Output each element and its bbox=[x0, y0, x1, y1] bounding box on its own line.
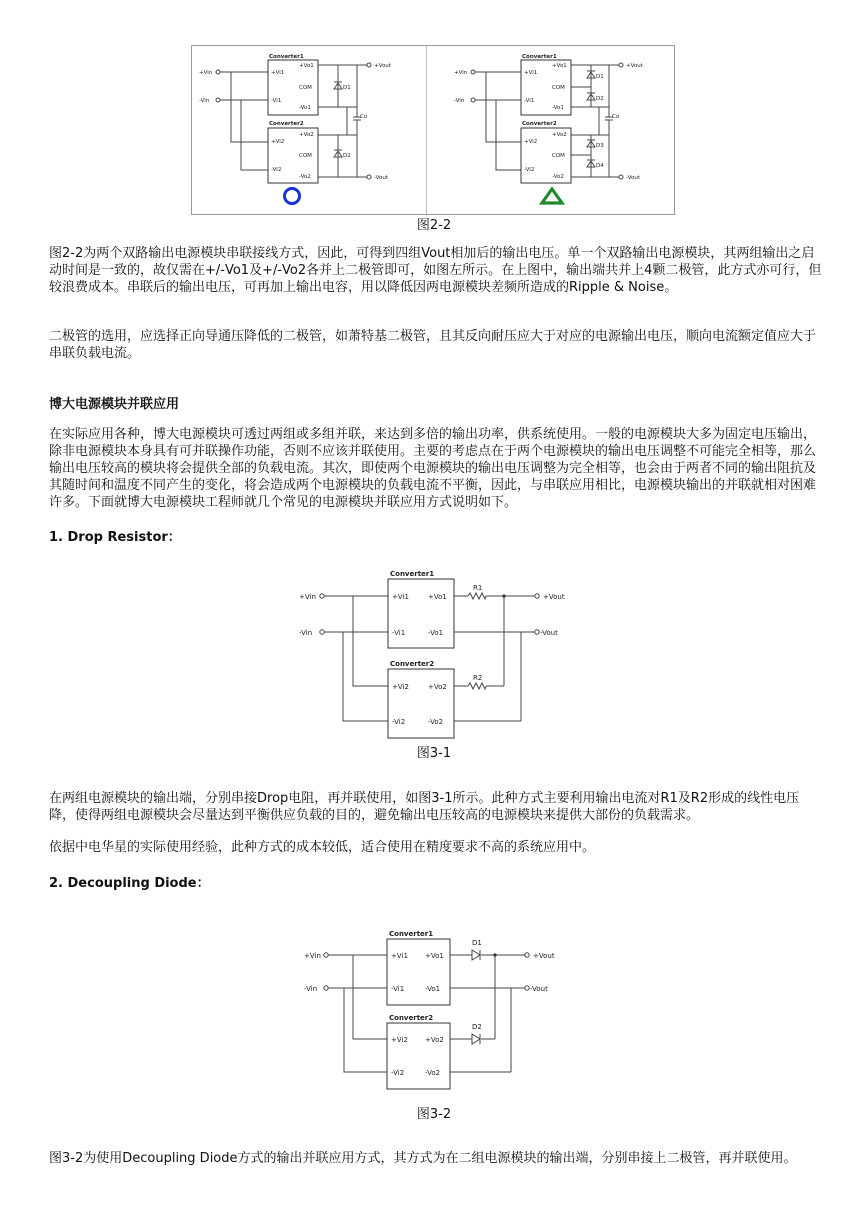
svg-text:D1: D1 bbox=[596, 74, 604, 80]
svg-text:COM: COM bbox=[299, 153, 312, 159]
label-converter2: Converter2 bbox=[269, 121, 304, 127]
svg-text:COM: COM bbox=[552, 85, 565, 91]
svg-text:+Vi2: +Vi2 bbox=[391, 1036, 408, 1044]
svg-text:+Vin: +Vin bbox=[299, 593, 316, 601]
paragraph-decoupling-diode: 图3-2为使用Decoupling Diode方式的输出并联应用方式，其方式为在二组电源模块的输出端，分别串接上二极管，再并联使用。 bbox=[49, 1151, 797, 1166]
svg-text:-Vo2: -Vo2 bbox=[552, 174, 564, 180]
svg-text:+Vin: +Vin bbox=[304, 952, 321, 960]
svg-text:D2: D2 bbox=[596, 96, 604, 102]
svg-text:-Vi1: -Vi1 bbox=[524, 98, 535, 104]
svg-text:D3: D3 bbox=[596, 143, 604, 149]
svg-text:-Vout: -Vout bbox=[374, 175, 389, 181]
section-heading-decoupling-diode: 2. Decoupling Diode： bbox=[49, 876, 210, 891]
figure-3-1 bbox=[295, 567, 580, 739]
svg-text:-Vi1: -Vi1 bbox=[392, 629, 406, 637]
svg-text:Converter1: Converter1 bbox=[522, 54, 557, 60]
figure-3-2 bbox=[301, 928, 556, 1090]
svg-text:Converter2: Converter2 bbox=[389, 1014, 434, 1022]
figure-3-1-caption: 图3-1 bbox=[416, 746, 452, 761]
svg-text:+Vi1: +Vi1 bbox=[392, 593, 409, 601]
svg-text:D4: D4 bbox=[596, 163, 604, 169]
paragraph-series-connection: 图2-2为两个双路输出电源模块串联接线方式，因此，可得到四组Vout相加后的输出电压。单一个双路输出电源模块，其两组输出之启动时间是一致的，故仅需在+/-Vo1及+/-Vo2各并上二极管即可，如图左所示。在上图中，输出端共并上4颗二极管，此方式亦可行，但较浪费成本。串联后的输出电压，可再加上输出电容，用以降低因两电源模块差频所造成的Ripple & Noise。 bbox=[49, 246, 822, 295]
svg-text:-Vi2: -Vi2 bbox=[271, 167, 282, 173]
svg-text:-Vin: -Vin bbox=[454, 98, 465, 104]
svg-text:-Vi1: -Vi1 bbox=[391, 985, 405, 993]
svg-text:-Vo2: -Vo2 bbox=[299, 174, 311, 180]
svg-text:+Vout: +Vout bbox=[626, 63, 643, 69]
svg-text:+Vo2: +Vo2 bbox=[428, 683, 447, 691]
svg-text:+Vout: +Vout bbox=[374, 63, 391, 69]
paragraph-drop-resistor-cost: 依据中电华星的实际使用经验，此种方式的成本较低，适合使用在精度要求不高的系统应用中。 bbox=[49, 840, 596, 855]
svg-text:+Vo2: +Vo2 bbox=[552, 132, 567, 138]
svg-text:+Vi2: +Vi2 bbox=[271, 139, 285, 145]
svg-text:-Vo1: -Vo1 bbox=[425, 985, 441, 993]
svg-text:+Vo2: +Vo2 bbox=[299, 132, 314, 138]
svg-text:-Vi2: -Vi2 bbox=[524, 167, 535, 173]
section-heading-drop-resistor: 1. Drop Resistor： bbox=[49, 530, 181, 545]
svg-text:-Vin: -Vin bbox=[299, 629, 313, 637]
svg-text:COM: COM bbox=[299, 85, 312, 91]
svg-text:COM: COM bbox=[552, 153, 565, 159]
svg-text:Converter1: Converter1 bbox=[390, 570, 435, 578]
svg-text:+Vo1: +Vo1 bbox=[428, 593, 447, 601]
svg-text:+Vi2: +Vi2 bbox=[392, 683, 409, 691]
svg-text:R1: R1 bbox=[473, 584, 483, 592]
figure-2-2 bbox=[191, 45, 675, 215]
svg-text:+Vo1: +Vo1 bbox=[425, 952, 444, 960]
svg-text:+Vi2: +Vi2 bbox=[524, 139, 538, 145]
paragraph-diode-selection: 二极管的选用，应选择正向导通压降低的二极管，如萧特基二极管，且其反向耐压应大于对应的电源输出电压，顺向电流额定值应大于串联负载电流。 bbox=[49, 329, 817, 361]
svg-text:+Vi1: +Vi1 bbox=[391, 952, 408, 960]
svg-text:-Vo2: -Vo2 bbox=[425, 1069, 441, 1077]
svg-text:-Vo2: -Vo2 bbox=[428, 718, 444, 726]
svg-text:-Vi2: -Vi2 bbox=[391, 1069, 405, 1077]
svg-text:+Vin: +Vin bbox=[199, 70, 213, 76]
svg-text:-Vin: -Vin bbox=[304, 985, 318, 993]
svg-text:D2: D2 bbox=[472, 1023, 482, 1031]
figure-3-2-caption: 图3-2 bbox=[416, 1107, 452, 1122]
paragraph-parallel-intro: 在实际应用各种，博大电源模块可透过两组或多组并联，来达到多倍的输出功率，供系统使用。一般的电源模块大多为固定电压输出，除非电源模块本身具有可并联操作功能，否则不应该并联使用。主要的考虑点在于两个电源模块的输出电压调整不可能完全相等，那么输出电压较高的模块将会提供全部的负载电流。其次，即使两个电源模块的输出电压调整为完全相等，也会由于两者不同的输出阻抗及其随时间和温度不同产生的变化，将会造成两个电源模块的负载电流不平衡，因此，与串联应用相比，电源模块输出的并联就相对困难许多。下面就博大电源模块工程师就几个常见的电源模块并联应用方式说明如下。 bbox=[49, 427, 817, 510]
svg-text:+Vi1: +Vi1 bbox=[271, 70, 285, 76]
svg-text:+Vi1: +Vi1 bbox=[524, 70, 538, 76]
svg-text:+Vout: +Vout bbox=[533, 952, 555, 960]
svg-text:D2: D2 bbox=[343, 153, 351, 159]
svg-text:Converter2: Converter2 bbox=[522, 121, 557, 127]
svg-text:-Vo1: -Vo1 bbox=[428, 629, 444, 637]
svg-text:R2: R2 bbox=[473, 674, 483, 682]
svg-text:-Vout: -Vout bbox=[540, 629, 558, 637]
svg-text:+Vo2: +Vo2 bbox=[425, 1036, 444, 1044]
svg-text:-Vi2: -Vi2 bbox=[392, 718, 406, 726]
svg-text:+Vo1: +Vo1 bbox=[299, 63, 314, 69]
svg-text:+Vo1: +Vo1 bbox=[552, 63, 567, 69]
svg-text:-Vo1: -Vo1 bbox=[299, 105, 311, 111]
svg-text:Converter2: Converter2 bbox=[390, 660, 435, 668]
label-converter1: Converter1 bbox=[269, 54, 304, 60]
svg-text:D1: D1 bbox=[343, 85, 351, 91]
svg-text:+Vout: +Vout bbox=[543, 593, 565, 601]
svg-text:Converter1: Converter1 bbox=[389, 930, 434, 938]
paragraph-drop-resistor: 在两组电源模块的输出端，分别串接Drop电阻，再并联使用，如图3-1所示。此种方式主要利用输出电流对R1及R2形成的线性电压降，使得两组电源模块会尽量达到平衡供应负载的目的，避免输出电压较高的电源模块来提供大部份的负载需求。 bbox=[49, 791, 800, 823]
svg-text:-Vout: -Vout bbox=[626, 175, 641, 181]
svg-text:-Vin: -Vin bbox=[199, 98, 210, 104]
svg-text:+Vin: +Vin bbox=[454, 70, 468, 76]
svg-text:-Vi1: -Vi1 bbox=[271, 98, 282, 104]
svg-text:-Vo1: -Vo1 bbox=[552, 105, 564, 111]
figure-2-2-caption: 图2-2 bbox=[416, 218, 452, 233]
svg-text:D1: D1 bbox=[472, 939, 482, 947]
svg-text:-Vout: -Vout bbox=[530, 985, 548, 993]
svg-text:Co: Co bbox=[612, 114, 620, 120]
svg-text:Co: Co bbox=[360, 114, 368, 120]
section-heading-parallel: 博大电源模块并联应用 bbox=[49, 397, 180, 412]
